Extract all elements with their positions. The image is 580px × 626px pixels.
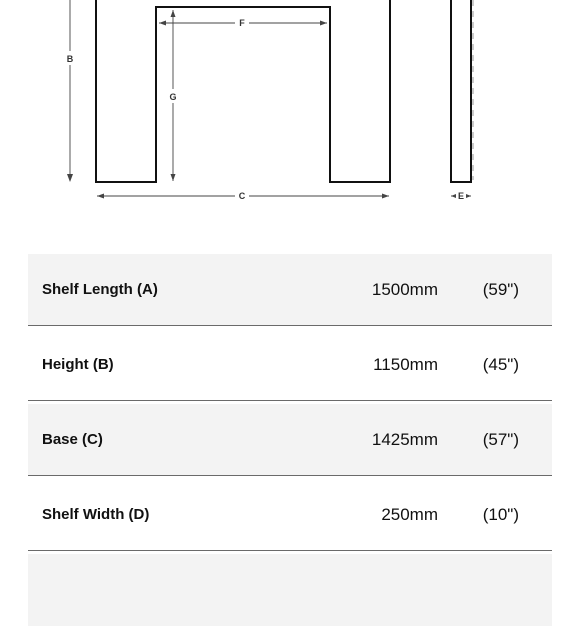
spec-value-mm: 1500mm [371,280,438,299]
row-divider [28,400,552,401]
spec-value-mm: 1425mm [371,430,438,449]
dim-arrow-f-left [159,21,166,26]
dim-arrow-e-left [451,194,456,198]
spec-value-mm: 1150mm [373,355,438,374]
dim-label-e: E [457,191,465,201]
spec-row-shelf-length [28,254,552,326]
spec-value-inches: (10") [482,505,519,524]
row-divider [28,550,552,551]
dim-arrow-b [67,174,73,182]
dim-arrow-g-top [171,10,176,17]
dim-label-f: F [239,18,245,28]
spec-value-inches: (57") [482,430,519,449]
dim-arrow-e-right [466,194,471,198]
spec-name: Shelf Length (A) [42,281,158,298]
row-divider [28,325,552,326]
spec-row-base [28,404,552,476]
fireplace-diagram [0,0,580,235]
dim-arrow-c-right [382,194,389,199]
dim-label-b: B [66,54,74,64]
spec-row-height [28,329,552,401]
diagram-svg [0,0,580,235]
dim-arrow-g-bottom [171,174,176,181]
spec-row-shelf-width [28,479,552,551]
dim-label-c: C [238,191,246,201]
spec-name: Base (C) [42,431,103,448]
dim-label-g: G [169,92,177,102]
spec-value-inches: (59") [482,280,519,299]
spec-name: Shelf Width (D) [42,506,150,523]
dim-arrow-f-right [320,21,327,26]
dim-arrow-c-left [97,194,104,199]
side-view-outline [451,0,471,182]
spec-value-inches: (45") [482,355,519,374]
spec-name: Height (B) [42,356,114,373]
spec-row-partial [28,554,552,626]
spec-value-mm: 250mm [381,505,438,524]
row-divider [28,475,552,476]
